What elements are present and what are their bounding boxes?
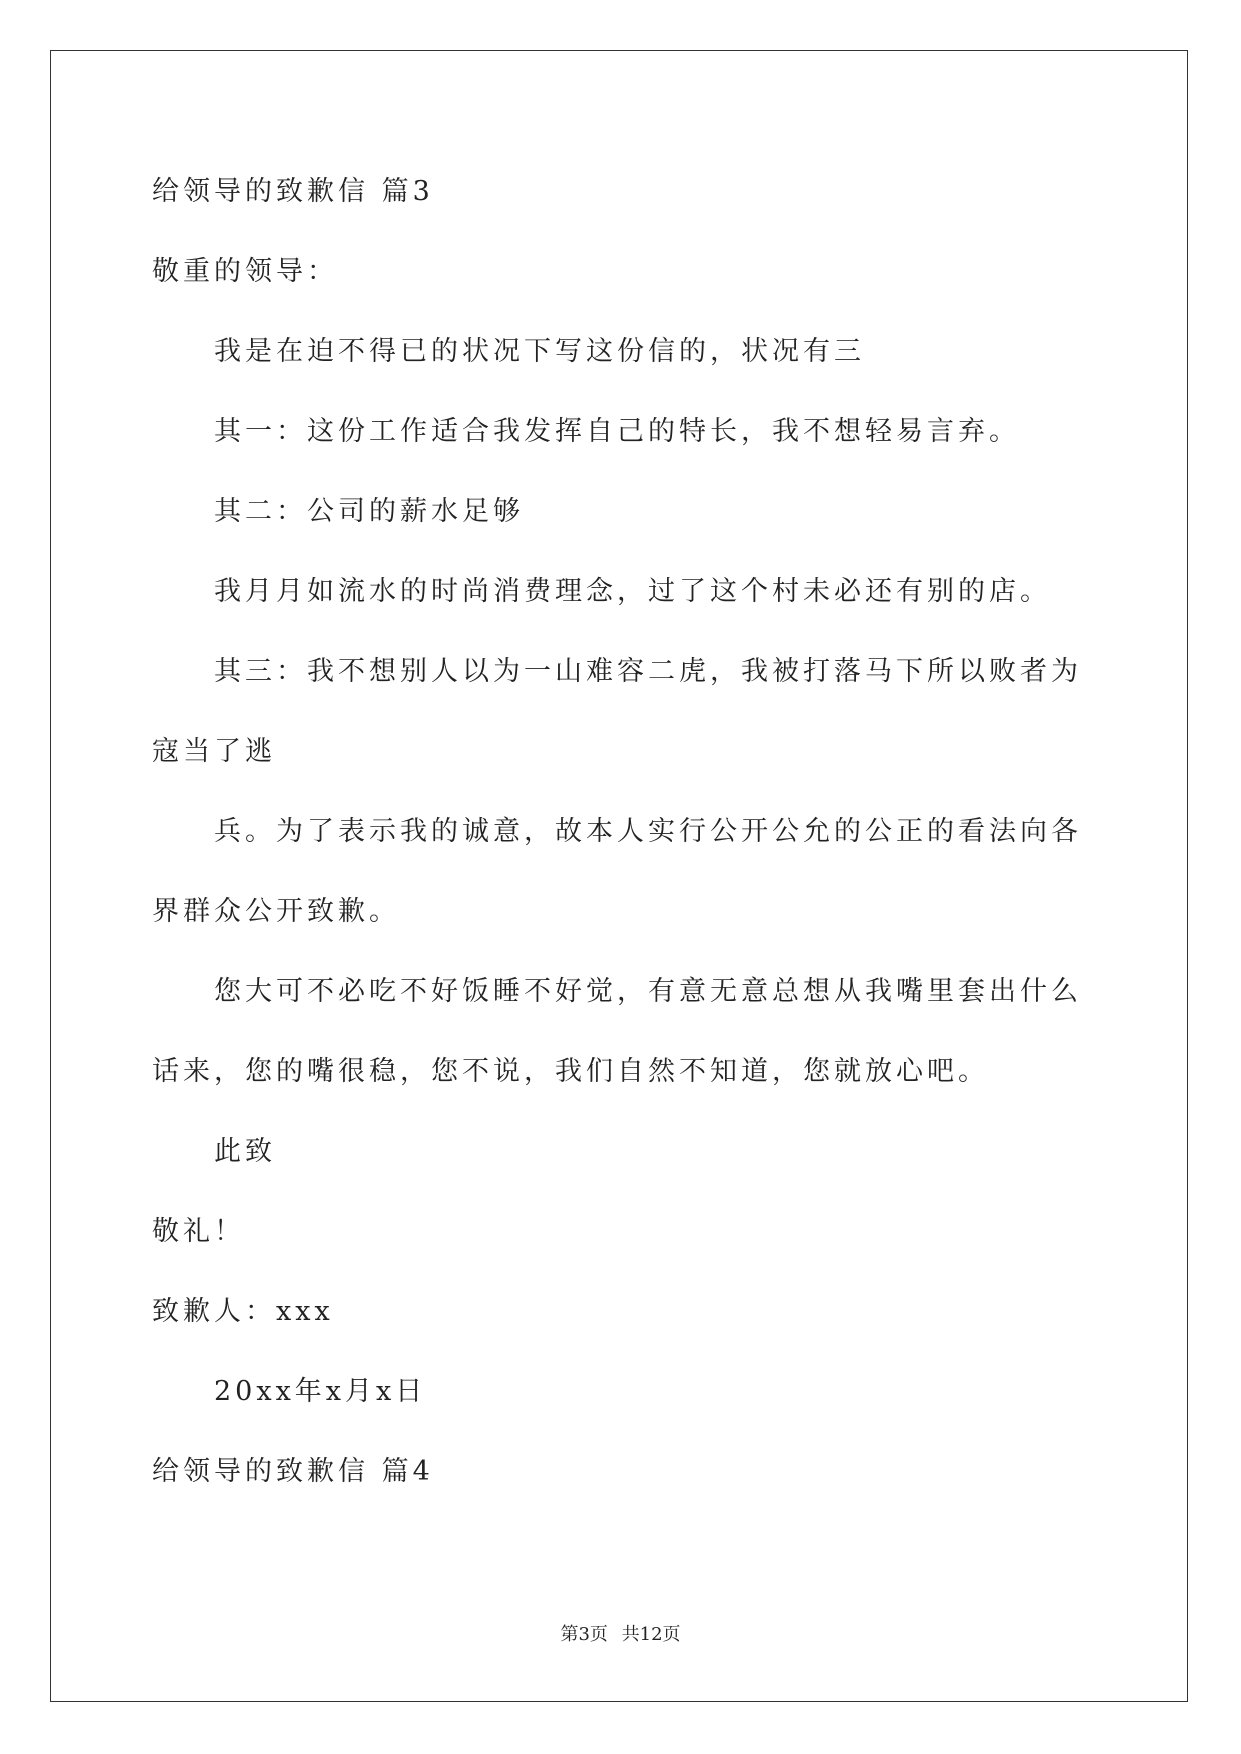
salutation: 敬重的领导： xyxy=(152,256,338,287)
section-heading: 给领导的致歉信 篇3 xyxy=(152,176,434,207)
signature-line: 致歉人：xxx xyxy=(152,1296,334,1327)
paragraph-line: 其三：我不想别人以为一山难容二虎，我被打落马下所以败者为 xyxy=(214,656,1082,687)
paragraph-line: 您大可不必吃不好饭睡不好觉，有意无意总想从我嘴里套出什么 xyxy=(214,976,1082,1007)
closing-salute: 敬礼！ xyxy=(152,1216,245,1247)
paragraph-line: 我月月如流水的时尚消费理念，过了这个村未必还有别的店。 xyxy=(214,576,1051,607)
paragraph-line: 寇当了逃 xyxy=(152,736,276,767)
paragraph-line: 话来，您的嘴很稳，您不说，我们自然不知道，您就放心吧。 xyxy=(152,1056,989,1087)
paragraph-line: 其一：这份工作适合我发挥自己的特长，我不想轻易言弃。 xyxy=(214,416,1020,447)
page-total: 共12页 xyxy=(621,1624,681,1645)
closing-line: 此致 xyxy=(214,1136,276,1167)
date-line: 20xx年x月x日 xyxy=(214,1376,427,1407)
paragraph-line: 兵。为了表示我的诚意，故本人实行公开公允的公正的看法向各 xyxy=(214,816,1082,847)
paragraph-line: 其二：公司的薪水足够 xyxy=(214,496,524,527)
page-number: 第3页 xyxy=(560,1624,608,1645)
page-footer xyxy=(0,1623,1241,1647)
paragraph-line: 界群众公开致歉。 xyxy=(152,896,400,927)
section-heading: 给领导的致歉信 篇4 xyxy=(152,1456,434,1487)
paragraph-line: 我是在迫不得已的状况下写这份信的，状况有三 xyxy=(214,336,865,367)
